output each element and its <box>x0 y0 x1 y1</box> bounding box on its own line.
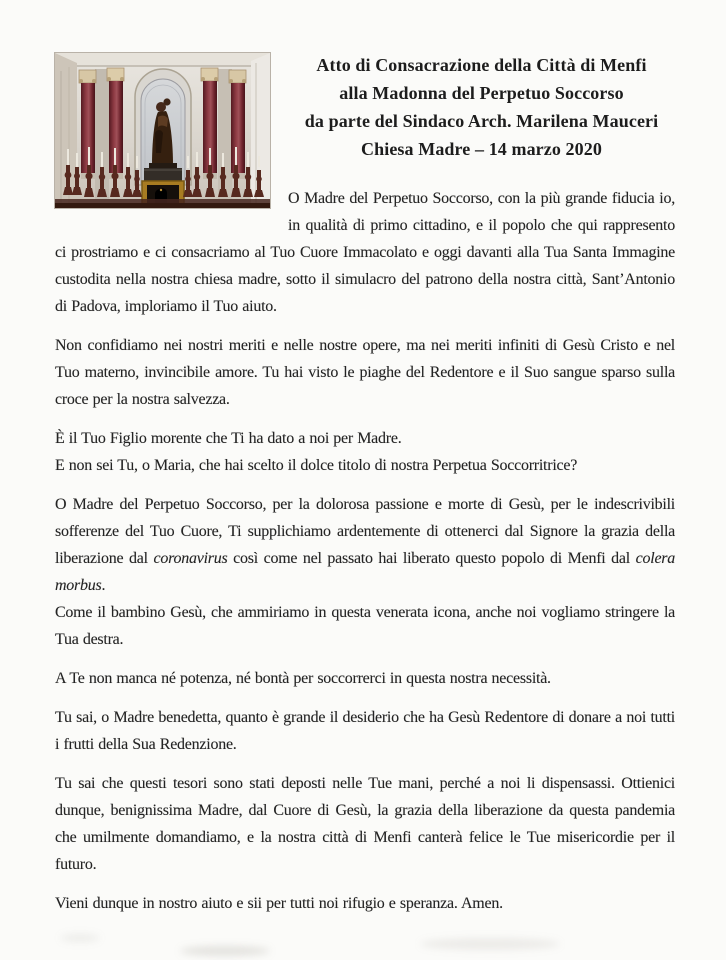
paragraph <box>55 491 675 653</box>
paragraph <box>55 425 675 479</box>
document-content <box>55 45 675 917</box>
title-line-2: alla Madonna del Perpetuo Soccorso <box>339 83 624 103</box>
paragraph <box>55 770 675 878</box>
text-run: Tu sai, o Madre benedetta, quanto è grande il desiderio che ha Gesù Redentore di donare a noi tutti i frutti della Sua Redenzione. <box>55 709 675 753</box>
paragraph <box>55 332 675 413</box>
text-run: O Madre del Perpetuo Soccorso, con la più grande fiducia io, in qualità di primo cittadino, e il popolo che qui rappresento ci prostriamo e ci consacriamo al Tuo Cuore Immacolato e oggi davanti alla Tua Santa Immagine custodita nella nostra chiesa madre, sotto il simulacro del patrono della nostra città, Sant’Antonio di Padova, imploriamo il Tuo aiuto. <box>55 190 675 315</box>
document-body <box>55 185 675 917</box>
italic-text-run: colera morbus <box>55 550 676 594</box>
text-run: È il Tuo Figlio morente che Ti ha dato a noi per Madre. <box>55 430 402 447</box>
text-run: O Madre del Perpetuo Soccorso, per la dolorosa passione e morte di Gesù, per le indescrivibili sofferenze del Tuo Cuore, Ti supplichiamo ardentemente di ottenerci dal Signore la grazia della liberazione dal <box>55 496 675 567</box>
paragraph <box>55 665 675 692</box>
text-run: E non sei Tu, o Maria, che hai scelto il dolce titolo di nostra Perpetua Soccorritrice? <box>55 457 578 474</box>
italic-text-run: coronavirus <box>153 550 228 567</box>
altar-photo-illustration <box>55 53 270 208</box>
text-run: A Te non manca né potenza, né bontà per soccorrerci in questa nostra necessità. <box>55 670 551 687</box>
altar-photo <box>55 53 270 208</box>
scan-smudge <box>180 946 270 956</box>
title-line-4: Chiesa Madre – 14 marzo 2020 <box>361 139 602 159</box>
text-run: . <box>101 577 106 594</box>
text-run: Vieni dunque in nostro aiuto e sii per tutti noi rifugio e speranza. Amen. <box>55 895 503 912</box>
paragraph <box>55 704 675 758</box>
text-run: così come nel passato hai liberato questo popolo di Menfi dal <box>227 550 636 567</box>
paragraph <box>55 890 675 917</box>
scan-smudge <box>420 938 560 950</box>
title-line-1: Atto di Consacrazione della Città di Menfi <box>316 55 647 75</box>
text-run: Non confidiamo nei nostri meriti e nelle nostre opere, ma nei meriti infiniti di Gesù Cristo e nel Tuo materno, invincibile amore. Tu hai visto le piaghe del Redentore e il Suo sangue sparso sulla croce per la nostra salvezza. <box>55 337 675 408</box>
scan-smudge <box>60 934 100 942</box>
title-line-3: da parte del Sindaco Arch. Marilena Mauceri <box>304 111 659 131</box>
text-run: Tu sai che questi tesori sono stati deposti nelle Tue mani, perché a noi li dispensassi. Ottienici dunque, benignissima Madre, dal Cuore di Gesù, la grazia della liberazione da questa pandemia che umilmente domandiamo, e la nostra città di Menfi canterà felice le Tue misericordie per il futuro. <box>55 775 675 873</box>
text-run: Come il bambino Gesù, che ammiriamo in questa venerata icona, anche noi vogliamo stringere la Tua destra. <box>55 604 675 648</box>
